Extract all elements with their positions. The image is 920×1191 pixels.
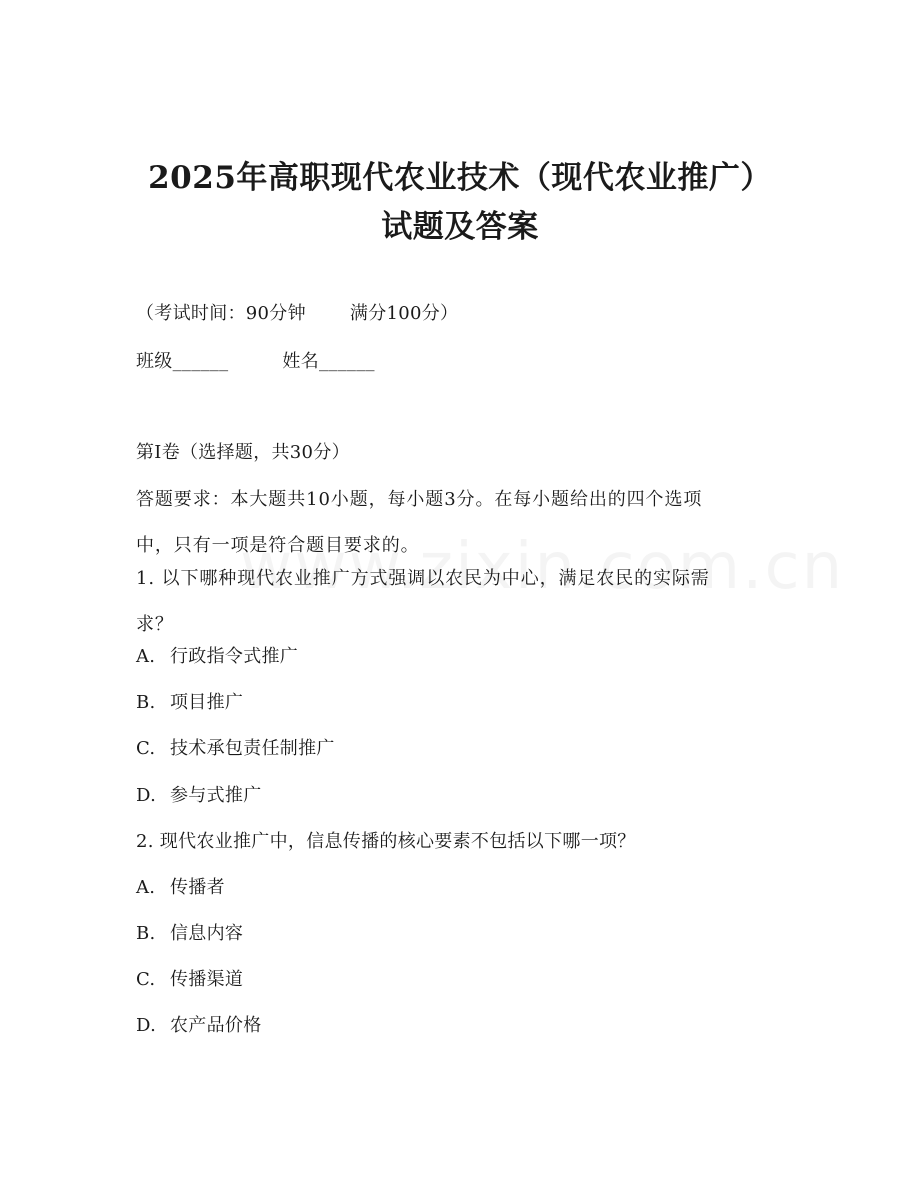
- exam-info: [136, 302, 458, 326]
- question-2-option-c[interactable]: [136, 968, 243, 992]
- question-1-option-d[interactable]: [136, 784, 262, 808]
- option-text: 技术承包责任制推广: [170, 738, 335, 759]
- option-label: B.: [136, 923, 156, 944]
- question-1-option-b[interactable]: [136, 691, 243, 715]
- question-2-option-b[interactable]: [136, 922, 243, 946]
- option-text: 传播者: [170, 877, 225, 898]
- option-text: 行政指令式推广: [170, 646, 299, 667]
- option-text: 项目推广: [170, 692, 244, 713]
- question-2-stem: 2. 现代农业推广中，信息传播的核心要素不包括以下哪一项？: [136, 831, 636, 852]
- section-instructions: [136, 488, 786, 558]
- option-label: C.: [136, 969, 156, 990]
- question-1-stem-line2: 求？: [136, 614, 174, 635]
- exam-full-score: 满分100分）: [349, 303, 459, 324]
- instructions-line2: 中，只有一项是符合题目要求的。: [136, 535, 420, 556]
- option-label: D.: [136, 1015, 157, 1036]
- question-2-option-d[interactable]: [136, 1014, 262, 1038]
- document-title-line1: 2025年高职现代农业技术（现代农业推广）: [148, 160, 772, 196]
- document-title-line2: 试题及答案: [381, 209, 539, 245]
- class-field-label: 班级______: [136, 351, 229, 372]
- option-text: 传播渠道: [170, 969, 244, 990]
- option-label: A.: [136, 646, 156, 667]
- student-fields: [136, 350, 375, 374]
- option-label: C.: [136, 738, 156, 759]
- exam-time: （考试时间：90分钟: [136, 303, 306, 324]
- option-text: 参与式推广: [170, 785, 262, 806]
- question-1-option-c[interactable]: [136, 737, 335, 761]
- question-1-stem: [136, 567, 786, 637]
- section-heading: 第Ⅰ卷（选择题，共30分）: [136, 442, 350, 463]
- name-field-label: 姓名______: [282, 351, 375, 372]
- option-text: 信息内容: [170, 923, 244, 944]
- instructions-line1: 答题要求：本大题共10小题，每小题3分。在每小题给出的四个选项: [136, 489, 703, 510]
- option-text: 农产品价格: [170, 1015, 262, 1036]
- question-1-stem-line1: 1. 以下哪种现代农业推广方式强调以农民为中心，满足农民的实际需: [136, 568, 710, 589]
- question-2-option-a[interactable]: [136, 876, 225, 900]
- option-label: D.: [136, 785, 157, 806]
- question-1-option-a[interactable]: [136, 645, 298, 669]
- option-label: A.: [136, 877, 156, 898]
- option-label: B.: [136, 692, 156, 713]
